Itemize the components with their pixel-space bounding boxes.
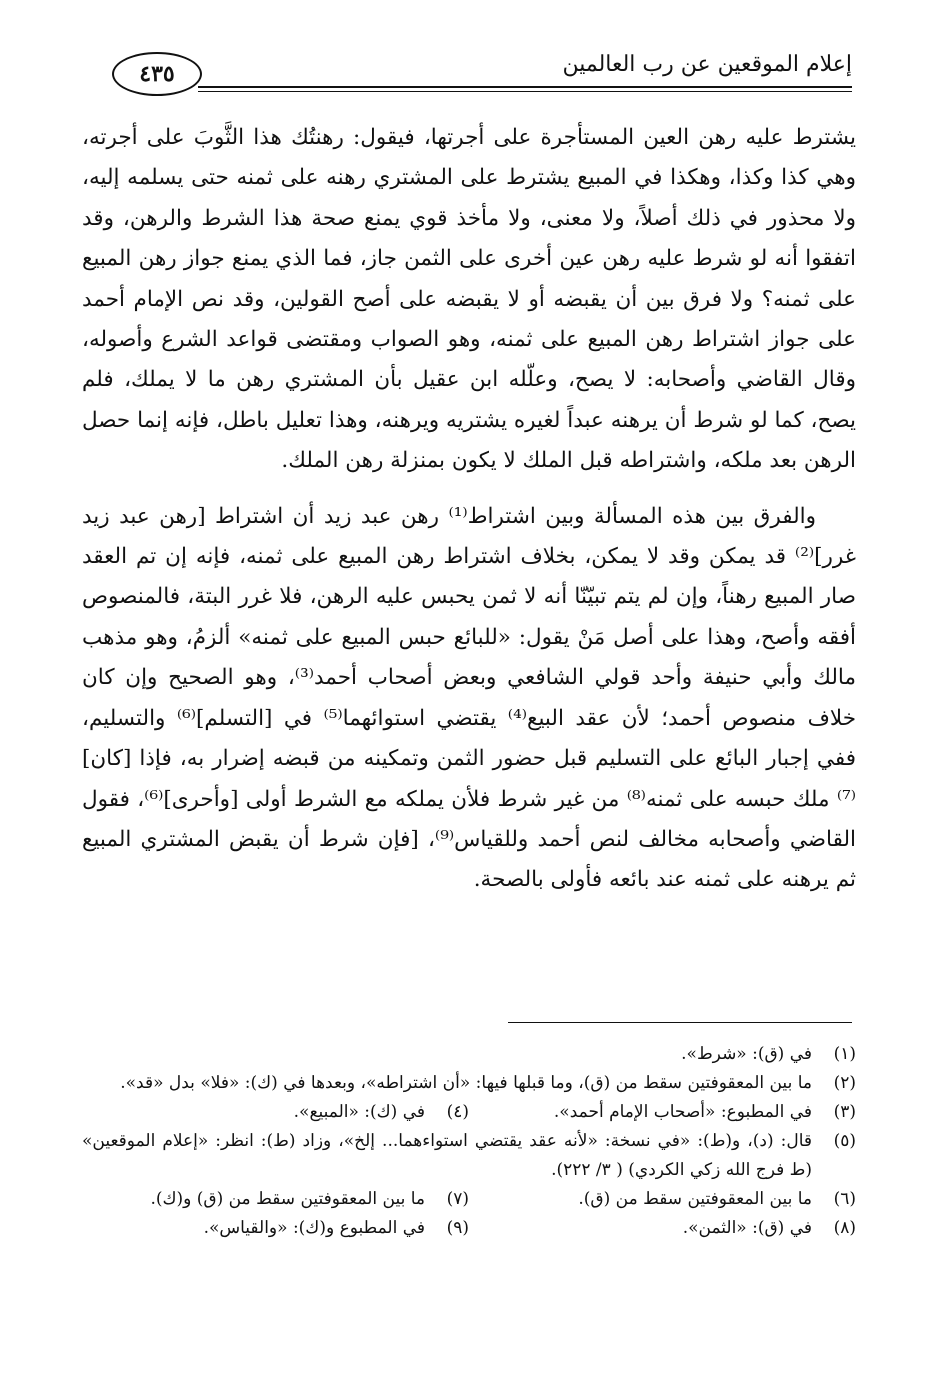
footnote-text: في المطبوع: «أصحاب الإمام أحمد». — [553, 1102, 812, 1122]
page-header — [112, 34, 852, 94]
paragraph: يشترط عليه رهن العين المستأجرة على أجرتها، فيقول: رهنتُك هذا الثَّوبَ على أجرته، وهي كذا وكذا، وهكذا في المبيع يشترط على المشتري رهنه على ثمنه حتى يسلمه إليه، ولا محذور في ذلك أصلاً، ولا معنى، ولا مأخذ قوي يمنع صحة هذا الشرط والرهن، وقد اتفقوا أنه لو شرط عليه رهن عين أخرى على الثمن جاز، فما الذي يمنع جواز رهن المبيع على ثمنه؟ ولا فرق بين أن يقبضه أو لا يقبضه على أصح القولين، وقد نص الإمام أحمد على جواز اشتراط رهن المبيع على ثمنه، وهو الصواب ومقتضى قواعد الشرع وأصوله، وقال القاضي وأصحابه: لا يصح، وعلّله ابن عقيل بأن المشتري رهن ما لا يملك، فلم يصح، كما لو شرط أن يرهنه عبداً لغيره يشتريه ويرهنه، وهذا تعليل باطل، فإنه إنما حصل الرهن بعد ملكه، واشتراطه قبل الملك لا يكون بمنزلة رهن الملك. — [82, 125, 856, 474]
footnote-number: (٧) — [446, 1189, 469, 1209]
footnote-number: (٩) — [446, 1218, 469, 1238]
footnote-text: قال: (د)، و(ط): «في نسخة: «لأنه عقد يقتضي استواءهما... إلخ»، وزاد (ط): انظر: «إعلام الموقعين» (ط فرج الله زكي الكردي) ( ٣/ ٢٢٢). — [82, 1131, 812, 1180]
footnote — [82, 1069, 856, 1098]
footnote — [82, 1185, 469, 1214]
footnotes — [82, 1040, 856, 1243]
footnote-number: (٥) — [833, 1131, 856, 1151]
footnote — [469, 1098, 856, 1127]
footnote-number: (٨) — [833, 1218, 856, 1238]
footnote-text: في (ق): «شرط». — [681, 1044, 812, 1064]
footnote-divider — [508, 1022, 852, 1023]
footnote — [82, 1214, 469, 1243]
footnote — [82, 1127, 856, 1185]
header-rule — [198, 86, 852, 88]
footnote-text: ما بين المعقوفتين سقط من (ق) و(ك). — [150, 1189, 425, 1209]
footnote-number: (٣) — [833, 1102, 856, 1122]
footnote-row — [82, 1098, 856, 1127]
paragraph: والفرق بين هذه المسألة وبين اشتراط⁽¹⁾ رهن عبد زيد أن اشتراط [رهن عبد زيد غرر]⁽²⁾ قد يمكن وقد لا يمكن، بخلاف اشتراط رهن المبيع على ثمنه، فإنه إن تم العقد صار المبيع رهناً، وإن لم يتم تبيّنّا أنه لا ثمن يحبس عليه الرهن، فلا غرر البتة، فالمنصوص أفقه وأصح، وهذا على أصل مَنْ يقول: «للبائع حبس المبيع على ثمنه» ألزمُ، وهو مذهب مالك وأبي حنيفة وأحد قولي الشافعي وبعض أصحاب أحمد⁽³⁾، وهو الصحيح وإن كان خلاف منصوص أحمد؛ لأن عقد البيع⁽⁴⁾ يقتضي استوائهما⁽⁵⁾ في [التسلم]⁽⁶⁾ والتسليم، ففي إجبار البائع على التسليم قبل حضور الثمن وتمكينه من قبضه إضرار به، فإذا [كان]⁽⁷⁾ ملك حبسه على ثمنه⁽⁸⁾ من غير شرط فلأن يملكه مع الشرط أولى [وأحرى]⁽⁶⁾، فقول القاضي وأصحابه مخالف لنص أحمد وللقياس⁽⁹⁾، [فإن شرط أن يقبض المشتري المبيع ثم يرهنه على ثمنه عند بائعه فأولى بالصحة. — [82, 503, 857, 893]
footnote — [82, 1098, 469, 1127]
footnote-text: في (ق): «الثمن». — [682, 1218, 812, 1238]
footnote-row — [82, 1214, 856, 1243]
footnote — [469, 1214, 856, 1243]
page-number: ٤٣٥ — [112, 52, 202, 96]
footnote-row — [82, 1185, 856, 1214]
footnote — [469, 1185, 856, 1214]
footnote-number: (٦) — [833, 1189, 856, 1209]
footnote — [82, 1040, 856, 1069]
footnote-text: ما بين المعقوفتين سقط من (ق). — [578, 1189, 812, 1209]
header-rule-thin — [198, 91, 852, 92]
main-text — [82, 118, 856, 901]
footnote-number: (١) — [833, 1044, 856, 1064]
footnote-number: (٢) — [833, 1073, 856, 1093]
footnote-number: (٤) — [446, 1102, 469, 1122]
footnote-text: في (ك): «المبيع». — [293, 1102, 425, 1122]
running-title: إعلام الموقعين عن رب العالمين — [562, 52, 852, 77]
footnote-text: ما بين المعقوفتين سقط من (ق)، وما قبلها فيها: «أن اشتراطه»، وبعدها في (ك): «فلا» بدل «قد». — [120, 1073, 812, 1093]
footnote-text: في المطبوع و(ك): «والقياس». — [203, 1218, 425, 1238]
